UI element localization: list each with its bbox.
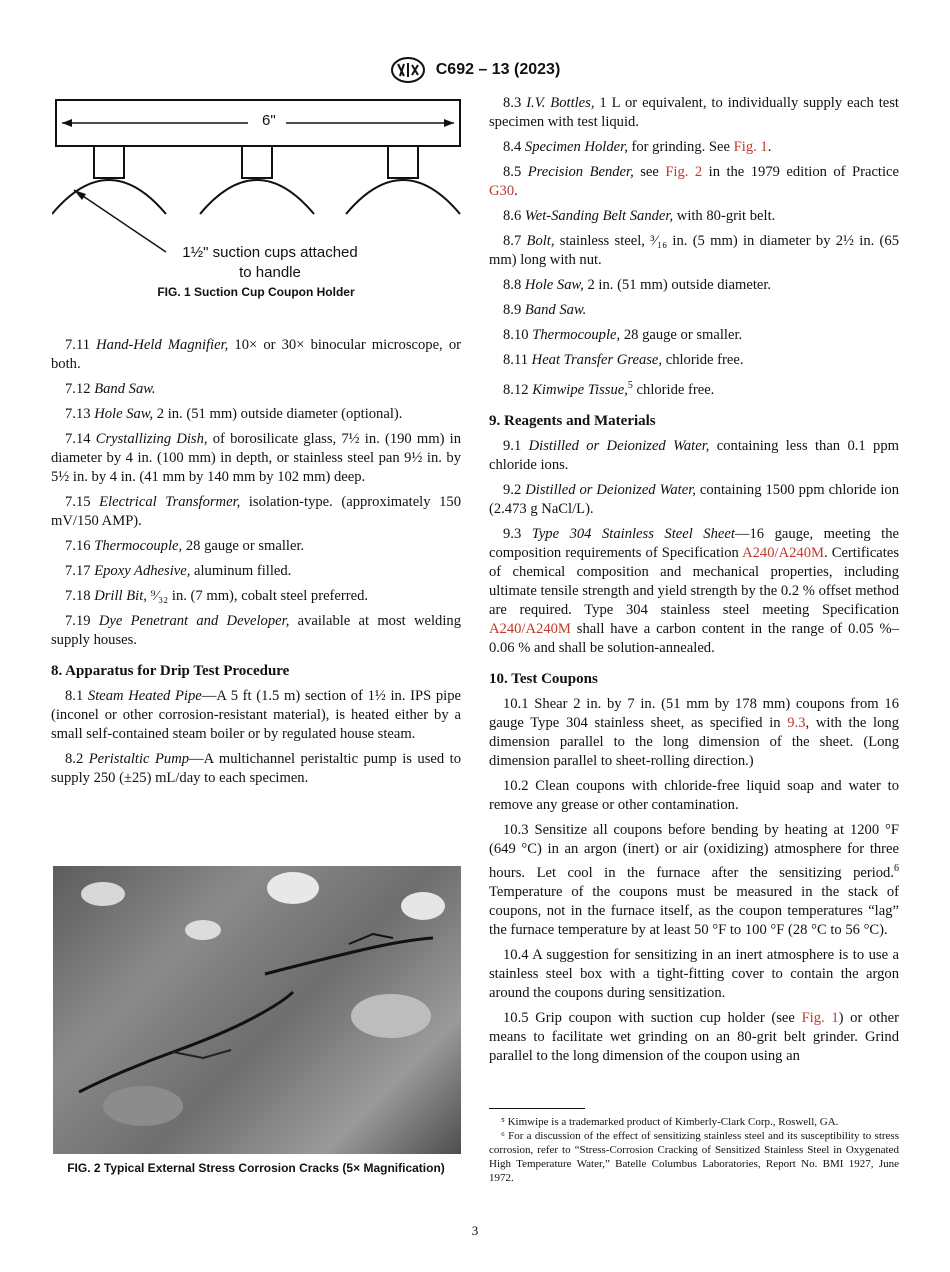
figure-1-callout	[170, 243, 370, 283]
footnote-ref-5[interactable]: 5	[627, 380, 633, 391]
standard-designation: C692 – 13 (2023)	[435, 61, 561, 78]
para-number: 7.11	[65, 337, 90, 353]
para-number: 7.19	[65, 613, 91, 629]
para-text: shall have a carbon content in the range of 0.05 %–0.06 % and shall be solution-annealed.	[489, 620, 899, 656]
para-text: aluminum filled.	[190, 563, 292, 579]
para-number: 10.2	[503, 777, 529, 794]
para-8-7	[489, 232, 899, 270]
a240-link[interactable]: A240/A240M	[489, 620, 571, 637]
para-8-9	[489, 301, 899, 320]
para-text: 1 L or equivalent, to individually supply each test specimen with test liquid.	[489, 95, 899, 130]
para-term: I.V. Bottles,	[526, 95, 595, 111]
para-term: Heat Transfer Grease,	[531, 352, 663, 368]
para-9-1	[489, 437, 899, 475]
para-text: 2 in. (51 mm) outside diameter.	[583, 277, 772, 293]
para-7-17	[51, 562, 461, 581]
left-paragraphs	[51, 336, 461, 650]
para-term: Distilled or Deionized Water,	[525, 481, 696, 498]
para-text: ⁹⁄₃₂ in. (7 mm), cobalt steel preferred.	[146, 588, 369, 604]
para-text: .	[767, 139, 772, 155]
para-number: 10.4	[503, 946, 529, 963]
para-9-3	[489, 525, 899, 658]
para-text: in the 1979 edition of Practice	[702, 164, 899, 180]
para-8-11	[489, 351, 899, 370]
para-text: Grip coupon with suction cup holder (see	[528, 1009, 802, 1026]
para-number: 9.2	[503, 481, 522, 498]
para-term: Steam Heated Pipe	[87, 688, 202, 704]
para-number: 8.4	[503, 139, 522, 155]
figure-2-photo	[53, 866, 461, 1154]
fig-1-link[interactable]: Fig. 1	[733, 139, 768, 155]
para-term: Electrical Transformer,	[99, 494, 241, 510]
para-7-12	[51, 380, 461, 399]
para-7-16	[51, 537, 461, 556]
para-number: 7.16	[65, 538, 91, 554]
para-9-2	[489, 481, 899, 519]
para-8-2	[51, 750, 461, 788]
para-text: .	[514, 183, 518, 199]
section-8-heading: 8. Apparatus for Drip Test Procedure	[51, 663, 290, 679]
para-7-19	[51, 612, 461, 650]
a240-link[interactable]: A240/A240M	[742, 544, 824, 561]
para-text: 2 in. (51 mm) outside diameter (optional).	[153, 406, 403, 422]
para-text: Shear 2 in. by 7 in. (51 mm by 178 mm) coupons from 16 gauge Type 304 stainless sheet, as specified in	[489, 695, 899, 731]
para-term: Precision Bender,	[527, 164, 634, 180]
para-8-4	[489, 138, 899, 157]
para-text: containing less than 0.1 ppm chloride ions.	[489, 437, 899, 473]
para-text: A suggestion for sensitizing in an inert atmosphere is to use a stainless steel box with a tight-fitting cover to contain the argon around the coupons during sensitization.	[489, 946, 899, 1001]
para-number: 9.1	[503, 437, 522, 454]
para-number: 8.1	[65, 688, 84, 704]
page-number: 3	[471, 1223, 479, 1238]
para-number: 7.18	[65, 588, 91, 604]
para-text: —16 gauge, meeting the composition requirements of Specification	[489, 525, 899, 561]
para-number: 7.15	[65, 494, 91, 510]
para-7-14	[51, 430, 461, 487]
para-term: Crystallizing Dish,	[95, 431, 208, 447]
para-10-3	[489, 821, 899, 940]
para-number: 8.11	[503, 352, 528, 368]
fig-1-link[interactable]: Fig. 1	[801, 1009, 839, 1026]
para-text: stainless steel, ³⁄₁₆ in. (5 mm) in diameter by 2½ in. (65 mm) long with nut.	[489, 233, 899, 268]
para-text: of borosilicate glass, 7½ in. (190 mm) in diameter by 4 in. (100 mm) in depth, or stainless steel pan 9½ in. by 5½ in. by 4 in. (41 mm by 140 mm by 102 mm) deep.	[51, 431, 462, 485]
para-text: see	[633, 164, 666, 180]
footnote-rule	[489, 1108, 585, 1109]
para-text: isolation-type. (approximately 150 mV/150 AMP).	[51, 494, 461, 529]
para-8-6	[489, 207, 899, 226]
para-text: 10× or 30× binocular microscope, or both.	[51, 337, 461, 372]
para-term: Hand-Held Magnifier,	[96, 337, 229, 353]
section-9-3-link[interactable]: 9.3	[787, 714, 806, 731]
para-number: 8.7	[503, 233, 522, 249]
para-term: Hole Saw,	[94, 406, 154, 422]
para-text: 28 gauge or smaller.	[182, 538, 305, 554]
footnote-ref-6[interactable]: 6	[894, 862, 899, 874]
para-8-3	[489, 94, 899, 132]
para-7-18	[51, 587, 461, 606]
para-term: Band Saw.	[524, 302, 587, 318]
page-header	[0, 56, 950, 84]
para-number: 8.3	[503, 95, 522, 111]
para-number: 8.9	[503, 302, 522, 318]
para-text: Temperature of the coupons must be measured in the stack of coupons, not in the furnace itself, as the coupon temperatures “lag” the furnace temperature by at least 50 °F to 100 °F (28 °C to 56 °C).	[489, 883, 899, 938]
para-number: 7.12	[65, 381, 91, 397]
para-term: Thermocouple,	[532, 327, 621, 343]
para-text: 28 gauge or smaller.	[620, 327, 743, 343]
para-number: 10.5	[503, 1009, 529, 1026]
para-term: Hole Saw,	[524, 277, 584, 293]
astm-logo-icon	[390, 56, 426, 84]
para-term: Distilled or Deionized Water,	[528, 437, 710, 454]
para-number: 8.10	[503, 327, 529, 343]
para-term: Wet-Sanding Belt Sander,	[524, 208, 674, 224]
para-8-12	[489, 376, 899, 400]
para-number: 7.13	[65, 406, 91, 422]
para-7-15	[51, 493, 461, 531]
para-text: chloride free.	[662, 352, 744, 368]
para-term: Epoxy Adhesive,	[94, 563, 191, 579]
figure-1-callout-line1: 1½" suction cups attached	[182, 244, 358, 261]
g30-link[interactable]: G30	[489, 183, 515, 199]
para-number: 7.14	[65, 431, 91, 447]
figure-1-dimension-label: 6"	[262, 112, 276, 129]
para-text: containing 1500 ppm chloride ion (2.473 g NaCl/L).	[489, 481, 900, 517]
para-10-1	[489, 695, 899, 771]
para-number: 8.6	[503, 208, 522, 224]
para-7-11	[51, 336, 461, 374]
para-number: 8.12	[503, 381, 529, 398]
para-number: 8.8	[503, 277, 522, 293]
left-column	[51, 336, 461, 794]
figure-1-caption: FIG. 1 Suction Cup Coupon Holder	[157, 285, 355, 299]
para-number: 9.3	[503, 525, 522, 542]
fig-2-link[interactable]: Fig. 2	[665, 164, 703, 180]
figure-2-caption: FIG. 2 Typical External Stress Corrosion Cracks (5× Magnification)	[67, 1161, 445, 1175]
para-number: 10.3	[503, 821, 529, 838]
para-text: with 80-grit belt.	[673, 208, 776, 224]
para-term: Peristaltic Pump	[88, 751, 190, 767]
para-number: 7.17	[65, 563, 91, 579]
para-text: —A 5 ft (1.5 m) section of 1½ in. IPS pipe (inconel or other corrosion-resistant material), is heated either by a small self-contained steam boiler or by regulated house steam.	[51, 688, 461, 742]
para-term: Band Saw.	[94, 381, 156, 397]
para-10-2	[489, 777, 899, 815]
para-text: Clean coupons with chloride-free liquid soap and water to remove any grease or other contamination.	[489, 777, 899, 813]
para-10-4	[489, 946, 899, 1003]
para-term: Specimen Holder,	[524, 139, 628, 155]
para-text: for grinding. See	[627, 139, 734, 155]
para-8-5	[489, 163, 899, 201]
para-number: 8.2	[65, 751, 84, 767]
footnote-5: ⁵ Kimwipe is a trademarked product of Kimberly-Clark Corp., Roswell, GA.	[501, 1116, 839, 1128]
para-term: Kimwipe Tissue,	[532, 381, 628, 398]
para-text: ) or other means to facilitate wet grinding on an 80-grit belt grinder. Grind parallel to the long dimension of the coupon using an	[489, 1009, 899, 1064]
corrosion-cracks-image	[53, 866, 461, 1154]
footnote-6: ⁶ For a discussion of the effect of sensitizing stainless steel and its susceptibility to stress corrosion, refer to “Stress-Corrosion Cracking of Sensitized Stainless Steel in Oxygenated High Temperature Water,” Batelle Columbus Laboratories, Report No. BMI 1927, June 1972.	[489, 1130, 899, 1184]
para-number: 8.5	[503, 164, 522, 180]
footnotes	[489, 1108, 899, 1185]
para-term: Bolt,	[526, 233, 555, 249]
para-8-1	[51, 687, 461, 744]
figure-1-callout-line2: to handle	[239, 264, 301, 281]
para-term: Type 304 Stainless Steel Sheet	[531, 525, 735, 542]
para-text: available at most welding supply houses.	[51, 613, 461, 648]
para-7-13	[51, 405, 461, 424]
para-10-5	[489, 1009, 899, 1066]
para-8-10	[489, 326, 899, 345]
para-number: 10.1	[503, 695, 529, 712]
para-text: Sensitize all coupons before bending by heating at 1200 °F (649 °C) in an argon (inert) or air (oxidizing) atmosphere for three hours. Let cool in the furnace after the sensitizing period.	[489, 821, 899, 881]
para-text: . Certificates of chemical composition and mechanical properties, including ultimate tensile strength and yield strength by the 0.2 % offset method are required. Type 304 stainless steel meeting Specification	[489, 544, 899, 618]
para-text: —A multichannel peristaltic pump is used to supply 250 (±25) mL/day to each specimen.	[51, 751, 461, 786]
para-term: Dye Penetrant and Developer,	[98, 613, 290, 629]
para-term: Drill Bit,	[94, 588, 147, 604]
para-text: , with the long dimension parallel to the long dimension of the sheet. (Long dimension parallel to sheet-rolling direction.)	[489, 714, 899, 769]
section-9-heading: 9. Reagents and Materials	[489, 412, 656, 429]
section-10-heading: 10. Test Coupons	[489, 670, 598, 687]
right-column	[489, 94, 899, 1072]
para-term: Thermocouple,	[94, 538, 183, 554]
para-text: chloride free.	[632, 381, 715, 398]
para-8-8	[489, 276, 899, 295]
